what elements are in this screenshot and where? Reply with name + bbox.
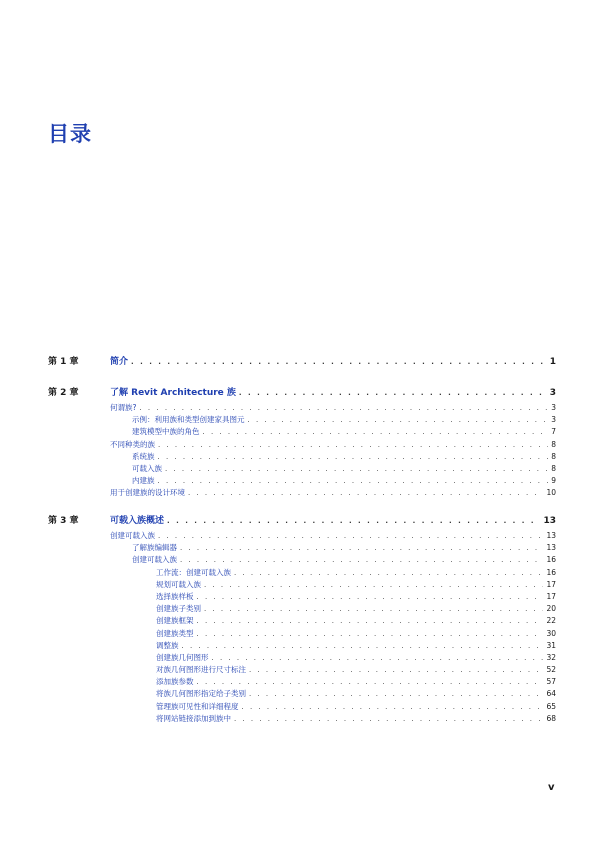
dot-leader bbox=[188, 487, 543, 499]
toc-entry-link[interactable]: 规划可载入族 bbox=[156, 579, 201, 589]
toc-entry[interactable] bbox=[110, 615, 556, 627]
toc-entry-link[interactable]: 选择族样板 bbox=[156, 591, 194, 601]
toc-page-number: 16 bbox=[546, 555, 556, 565]
toc-entries bbox=[110, 530, 556, 725]
toc-entry[interactable] bbox=[110, 414, 556, 426]
toc-page-number: 68 bbox=[546, 713, 556, 723]
toc-page-number: 22 bbox=[546, 616, 556, 626]
toc-entry-link[interactable]: 调整族 bbox=[156, 640, 179, 650]
dot-leader bbox=[242, 701, 544, 713]
chapter-title-link[interactable]: 简介 bbox=[110, 357, 129, 367]
toc-page-number: 31 bbox=[546, 640, 556, 650]
dot-leader bbox=[158, 530, 543, 542]
dot-leader bbox=[212, 652, 544, 664]
chapter-label: 第 1 章 bbox=[48, 357, 79, 367]
page-number: v bbox=[548, 782, 555, 793]
toc-page-number: 3 bbox=[551, 403, 556, 412]
toc-page-number: 57 bbox=[546, 677, 556, 687]
page-title: 目录 bbox=[48, 122, 92, 146]
dot-leader bbox=[239, 386, 547, 400]
chapter-2 bbox=[48, 386, 556, 500]
toc-entry[interactable] bbox=[110, 603, 556, 615]
dot-leader bbox=[197, 591, 544, 603]
dot-leader bbox=[249, 688, 543, 700]
toc-page-number: 52 bbox=[546, 665, 556, 675]
toc-entry[interactable] bbox=[110, 591, 556, 603]
chapter-label: 第 2 章 bbox=[48, 388, 79, 398]
toc-entry-link[interactable]: 何谓族? bbox=[110, 403, 137, 412]
dot-leader bbox=[197, 628, 544, 640]
toc-entry-link[interactable]: 系统族 bbox=[132, 451, 155, 461]
toc-page-number: 17 bbox=[546, 579, 556, 589]
chapter-heading[interactable] bbox=[48, 386, 556, 400]
dot-leader bbox=[167, 514, 540, 528]
toc-entry[interactable] bbox=[110, 652, 556, 664]
toc-page-number: 9 bbox=[551, 476, 556, 486]
toc-page-number: 7 bbox=[551, 427, 556, 437]
toc-entry[interactable] bbox=[110, 530, 556, 542]
chapter-page-number: 13 bbox=[543, 516, 556, 526]
toc-page-number: 64 bbox=[546, 689, 556, 699]
dot-leader bbox=[249, 664, 543, 676]
toc-entry[interactable] bbox=[110, 688, 556, 700]
toc-entry[interactable] bbox=[110, 487, 556, 499]
toc-page-number: 32 bbox=[546, 652, 556, 662]
toc-entry[interactable] bbox=[110, 475, 556, 487]
dot-leader bbox=[234, 567, 543, 579]
toc-entry[interactable] bbox=[110, 676, 556, 688]
toc-page-number: 17 bbox=[546, 591, 556, 601]
dot-leader bbox=[182, 640, 544, 652]
toc-entry[interactable] bbox=[110, 640, 556, 652]
toc-page-number: 65 bbox=[546, 701, 556, 711]
toc-page-number: 10 bbox=[546, 488, 556, 498]
chapter-title-link[interactable]: 可载入族概述 bbox=[110, 516, 165, 526]
toc-entry-link[interactable]: 建筑模型中族的角色 bbox=[132, 427, 200, 437]
chapter-heading[interactable] bbox=[48, 355, 556, 369]
toc-entry-link[interactable]: 将网站链接添加到族中 bbox=[156, 713, 231, 723]
toc-page-number: 3 bbox=[551, 415, 556, 425]
dot-leader bbox=[234, 713, 543, 725]
toc-entry[interactable] bbox=[110, 439, 556, 451]
toc-entry-link[interactable]: 了解族编辑器 bbox=[132, 543, 177, 553]
chapter-3 bbox=[48, 514, 556, 725]
dot-leader bbox=[248, 414, 549, 426]
chapter-title-link[interactable]: 了解 Revit Architecture 族 bbox=[110, 388, 236, 398]
toc-entry[interactable] bbox=[110, 664, 556, 676]
toc-entry-link[interactable]: 内建族 bbox=[132, 476, 155, 486]
dot-leader bbox=[158, 439, 548, 451]
toc-entry-link[interactable]: 管理族可见性和详细程度 bbox=[156, 701, 239, 711]
toc-entry-link[interactable]: 添加族参数 bbox=[156, 677, 194, 687]
toc-entries bbox=[110, 402, 556, 500]
dot-leader bbox=[204, 603, 543, 615]
dot-leader bbox=[180, 554, 543, 566]
toc-entry-link[interactable]: 可载入族 bbox=[132, 463, 162, 473]
toc-entry-link[interactable]: 创建族几何图形 bbox=[156, 652, 209, 662]
toc-page-number: 16 bbox=[546, 567, 556, 577]
chapter-label: 第 3 章 bbox=[48, 516, 79, 526]
toc-entry[interactable] bbox=[110, 451, 556, 463]
toc-entry-link[interactable]: 示例：利用族和类型创建家具图元 bbox=[132, 415, 245, 425]
toc-page-number: 20 bbox=[546, 604, 556, 614]
toc-entry[interactable] bbox=[110, 542, 556, 554]
dot-leader bbox=[197, 615, 544, 627]
toc-entry[interactable] bbox=[110, 628, 556, 640]
toc-entry-link[interactable]: 创建族框架 bbox=[156, 616, 194, 626]
toc-entry[interactable] bbox=[110, 426, 556, 438]
toc-entry[interactable] bbox=[110, 701, 556, 713]
toc-entry-link[interactable]: 工作流：创建可载入族 bbox=[156, 567, 231, 577]
toc-entry[interactable] bbox=[110, 713, 556, 725]
dot-leader bbox=[204, 579, 543, 591]
toc-entry[interactable] bbox=[110, 579, 556, 591]
toc-entry[interactable] bbox=[110, 402, 556, 414]
toc-entry-link[interactable]: 用于创建族的设计环境 bbox=[110, 488, 185, 498]
toc-entry-link[interactable]: 对族几何图形进行尺寸标注 bbox=[156, 665, 246, 675]
toc-entry-link[interactable]: 不同种类的族 bbox=[110, 439, 155, 449]
toc-entry-link[interactable]: 创建可载入族 bbox=[110, 531, 155, 540]
toc-entry[interactable] bbox=[110, 463, 556, 475]
toc-page-number: 8 bbox=[551, 439, 556, 449]
chapter-1 bbox=[48, 355, 556, 371]
toc-entry[interactable] bbox=[110, 567, 556, 579]
toc-page-number: 13 bbox=[546, 543, 556, 553]
toc-entry-link[interactable]: 创建族子类别 bbox=[156, 604, 201, 614]
dot-leader bbox=[197, 676, 544, 688]
toc-entry-link[interactable]: 将族几何图形指定给子类别 bbox=[156, 689, 246, 699]
chapter-page-number: 1 bbox=[549, 357, 556, 367]
dot-leader bbox=[158, 451, 549, 463]
chapter-page-number: 3 bbox=[549, 388, 556, 398]
toc-entry-link[interactable]: 创建可载入族 bbox=[132, 555, 177, 565]
toc-entry[interactable] bbox=[110, 554, 556, 566]
toc-page-number: 8 bbox=[551, 463, 556, 473]
toc-entry-link[interactable]: 创建族类型 bbox=[156, 628, 194, 638]
toc-page-number: 13 bbox=[546, 531, 556, 540]
toc-page-number: 8 bbox=[551, 451, 556, 461]
dot-leader bbox=[180, 542, 543, 554]
chapter-heading[interactable] bbox=[48, 514, 556, 528]
toc-page-number: 30 bbox=[546, 628, 556, 638]
dot-leader bbox=[158, 475, 549, 487]
dot-leader bbox=[131, 355, 547, 369]
dot-leader bbox=[165, 463, 548, 475]
dot-leader bbox=[139, 402, 548, 414]
dot-leader bbox=[203, 426, 549, 438]
